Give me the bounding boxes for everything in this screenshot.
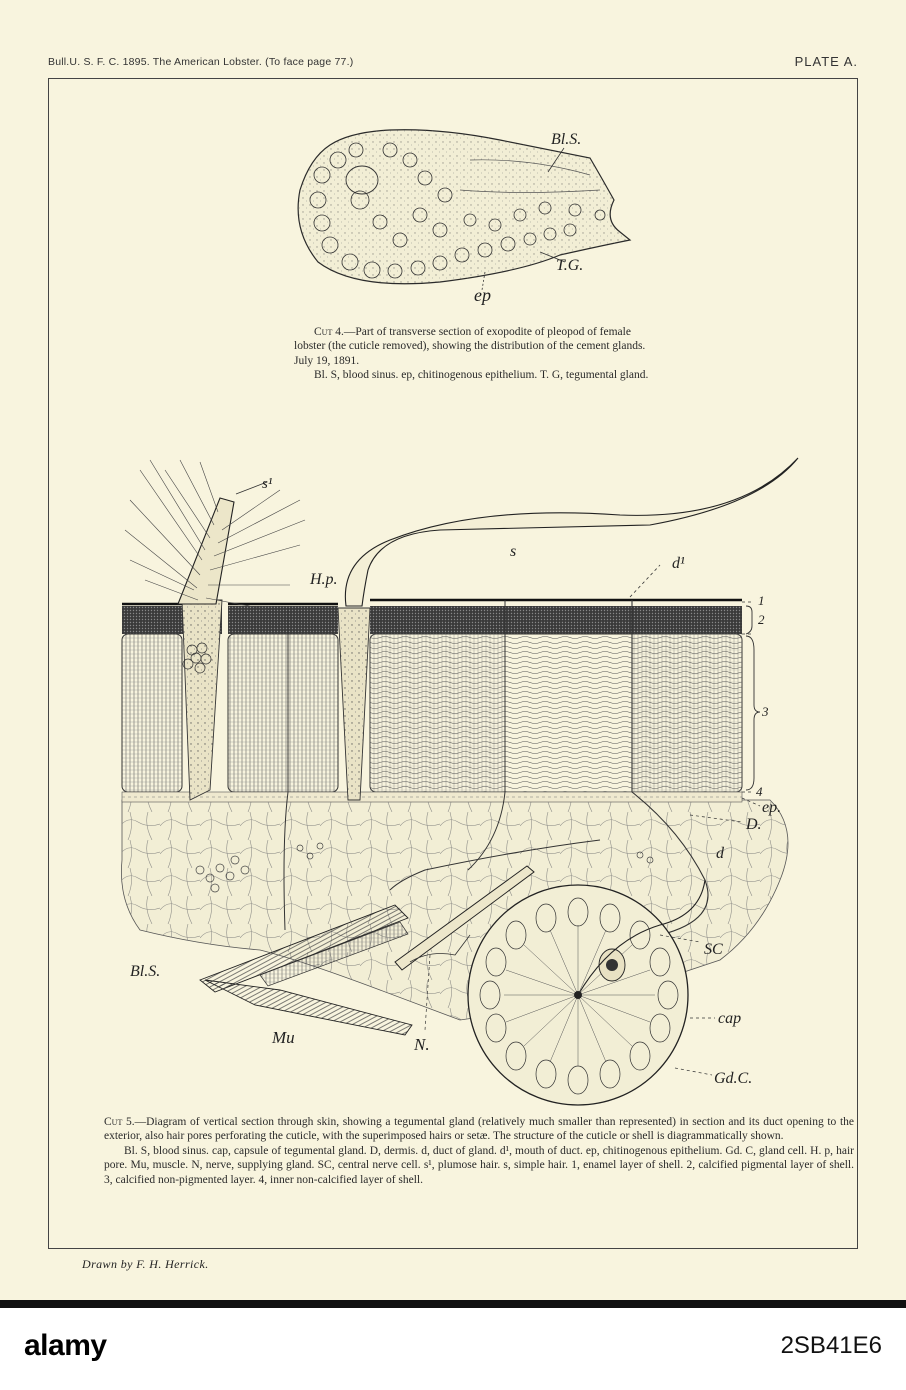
cuticle-block-4-hatch: [632, 634, 742, 792]
cut5-label-simple-hair: s: [510, 543, 517, 560]
cut5-label-layer3: 3: [762, 704, 769, 719]
cut4-caption-number: Cut 4.: [314, 326, 344, 338]
cut5-label-central-nerve-cell: SC: [704, 941, 723, 958]
simple-hair: [345, 458, 798, 606]
cut5-label-epithelium: ep.: [762, 799, 782, 816]
cut5-caption-number: Cut 5.: [104, 1116, 135, 1128]
citation-text: Bull.U. S. F. C. 1895. The American Lobster. (To face page 77.): [48, 56, 354, 68]
cut5-label-layer4: 4: [756, 784, 763, 799]
cut5-caption: [104, 1115, 854, 1187]
cut5-caption-legend: Bl. S, blood sinus. cap, capsule of tegumental gland. D, dermis. d, duct of gland. d¹, mouth of duct. ep, chitinogenous epithelium. Gd. C, gland cell. H. p, hair pore. Mu, muscle. N, nerve, supplying gland. SC, central nerve cell. s¹, plumose hair. s, simple hair. 1, enamel layer of shell. 2, calcified pigmental layer of shell. 3, calcified non-pigmented layer. 4, inner non-calcified layer of shell.: [104, 1144, 854, 1186]
footer-stripe: [0, 1300, 906, 1308]
cut5-label-duct: d: [716, 845, 724, 862]
plate-number: PLATE A.: [794, 54, 858, 69]
nerve-cell-nucleus: [606, 959, 618, 971]
cut4-caption-text: —Part of transverse section of exopodite of pleopod of female lobster (the cuticle removed), showing the distribution of the cement glands. July 19, 1891.: [294, 326, 646, 367]
cut5-label-muscle: Mu: [272, 1028, 295, 1047]
cut4-label-blood-sinus: Bl.S.: [551, 131, 582, 148]
cuticle-block-2: [228, 634, 338, 792]
stock-footer: [0, 1300, 906, 1390]
cut4-caption-legend: Bl. S, blood sinus. ep, chitinogenous epithelium. T. G, tegumental gland.: [314, 369, 649, 382]
cut5-label-layer1: 1: [758, 593, 765, 608]
pigment-layer-c: [370, 606, 742, 634]
cut5-caption-text: —Diagram of vertical section through skin, showing a tegumental gland (relatively much smaller than represented) in section and its duct opening to the exterior, also hair pores perforating the cuticle, with the superimposed hairs or setæ. The structure of the cuticle or shell is diagrammatically shown.: [104, 1116, 855, 1143]
cut5-label-layer2: 2: [758, 612, 765, 627]
d1-leader: [630, 565, 660, 597]
cut5-label-gland-cell: Gd.C.: [714, 1070, 753, 1087]
brand-logo: alamy: [24, 1329, 107, 1362]
cut5-label-nerve: N.: [414, 1035, 430, 1054]
cut4-caption: [294, 325, 664, 383]
image-id: 2SB41E6: [780, 1332, 882, 1359]
cuticle-block-1: [122, 634, 182, 792]
plumose-hair-shaft: [178, 498, 234, 604]
layer2-bracket: [746, 606, 752, 634]
cut5-label-duct-mouth: d¹: [672, 555, 685, 572]
cut5-label-blood-sinus: Bl.S.: [130, 963, 161, 980]
layer3-bracket: [746, 636, 760, 790]
cut5-label-dermis: D.: [746, 816, 762, 833]
cuticle-block-3-hatch: [370, 634, 505, 792]
cut4-label-tegumental-gland: T.G.: [556, 257, 584, 274]
cut5-label-hair-pore: H.p.: [310, 571, 338, 588]
pigment-layer-b: [228, 606, 338, 634]
cut5-label-plumose-hair: s¹: [262, 476, 273, 492]
cut5-label-capsule: cap: [718, 1010, 742, 1027]
cut4-label-epithelium: ep: [474, 285, 491, 305]
artist-credit: Drawn by F. H. Herrick.: [82, 1257, 209, 1271]
cut5-drawing: [121, 458, 798, 1105]
